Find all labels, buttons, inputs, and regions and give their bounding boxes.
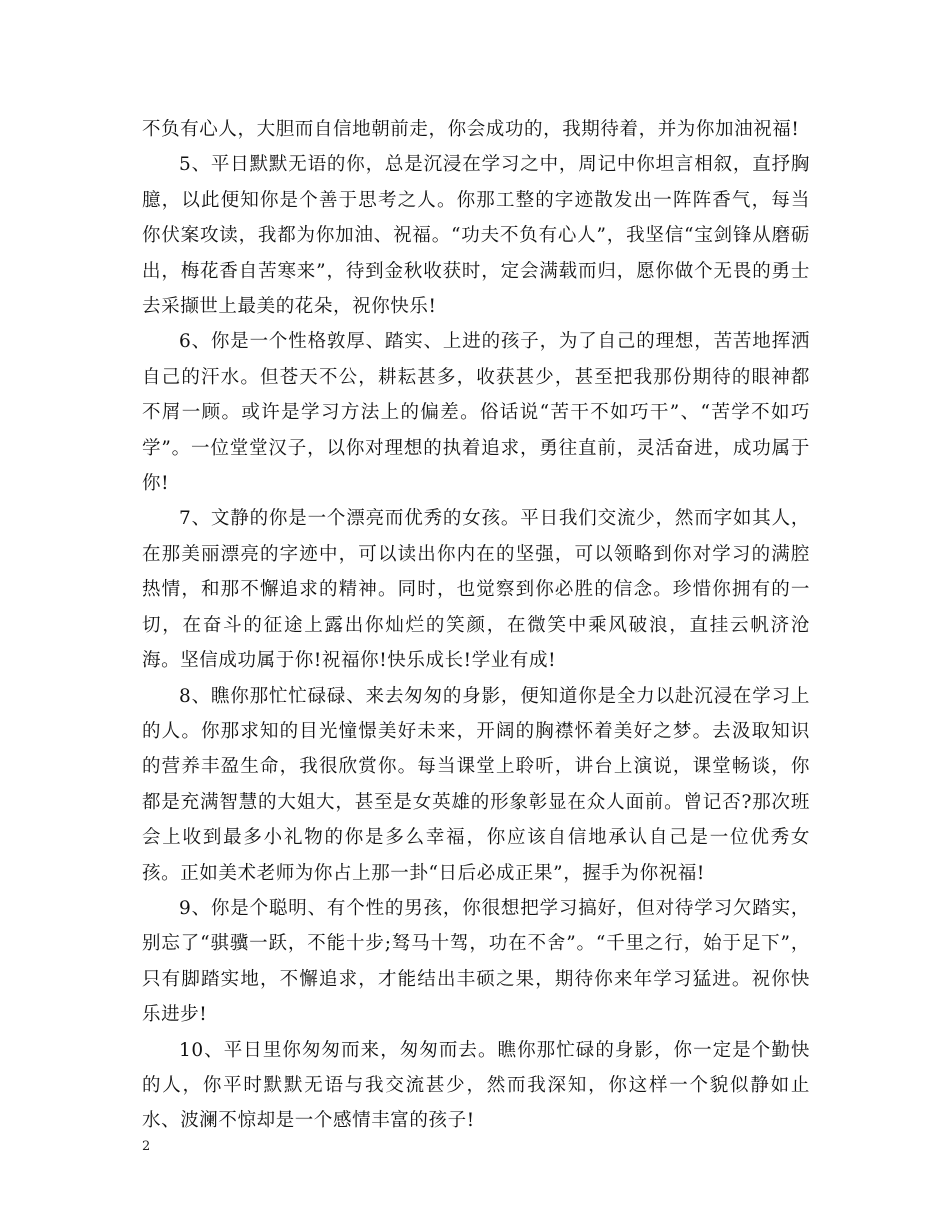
paragraph-item-8: 8、瞧你那忙忙碌碌、来去匆匆的身影，便知道你是全力以赴沉浸在学习上的人。你那求知的目光憧憬美好未来，开阔的胸襟怀着美好之梦。去汲取知识的营养丰盈生命，我很欣赏你。每当课堂上聆听，讲台上演说，课堂畅谈，你都是充满智慧的大姐大，甚至是女英雄的形象彰显在众人面前。曾记否?那次班会上收到最多小礼物的你是多么幸福，你应该自信地承认自己是一位优秀女孩。正如美术老师为你占上那一卦“日后必成正果”，握手为你祝福! bbox=[142, 685, 810, 884]
paragraph-continuation: 不负有心人，大胆而自信地朝前走，你会成功的，我期待着，并为你加油祝福! bbox=[142, 119, 800, 140]
paragraph-item-9: 9、你是个聪明、有个性的男孩，你很想把学习搞好，但对待学习欠踏实，别忘了“骐骥一跃，不能十步;驽马十驾，功在不舍”。“千里之行，始于足下”，只有脚踏实地，不懈追求，才能结出丰硕之果，期待你来年学习猛进。祝你快乐进步! bbox=[142, 897, 810, 1026]
paragraph-item-7: 7、文静的你是一个漂亮而优秀的女孩。平日我们交流少，然而字如其人，在那美丽漂亮的字迹中，可以读出你内在的坚强，可以领略到你对学习的满腔热情，和那不懈追求的精神。同时，也觉察到你必胜的信念。珍惜你拥有的一切，在奋斗的征途上露出你灿烂的笑颜，在微笑中乘风破浪，直挂云帆济沧海。坚信成功属于你!祝福你!快乐成长!学业有成! bbox=[142, 508, 810, 672]
paragraph-item-5: 5、平日默默无语的你，总是沉浸在学习之中，周记中你坦言相叙，直抒胸臆，以此便知你是个善于思考之人。你那工整的字迹散发出一阵阵香气，每当你伏案攻读，我都为你加油、祝福。“功夫不负有心人”，我坚信“宝剑锋从磨砺出，梅花香自苦寒来”，待到金秋收获时，定会满载而归，愿你做个无畏的勇士去采撷世上最美的花朵，祝你快乐! bbox=[142, 154, 810, 318]
paragraph-item-10: 10、平日里你匆匆而来，匆匆而去。瞧你那忙碌的身影，你一定是个勤快的人，你平时默默无语与我交流甚少，然而我深知，你这样一个貌似静如止水、波澜不惊却是一个感情丰富的孩子! bbox=[142, 1039, 810, 1132]
paragraph-item-6: 6、你是一个性格敦厚、踏实、上进的孩子，为了自己的理想，苦苦地挥洒自己的汗水。但苍天不公，耕耘甚多，收获甚少，甚至把我那份期待的眼神都不屑一顾。或许是学习方法上的偏差。俗话说“苦干不如巧干”、“苦学不如巧学”。一位堂堂汉子，以你对理想的执着追求，勇往直前，灵活奋进，成功属于你! bbox=[142, 331, 810, 495]
page-body bbox=[142, 112, 810, 1139]
page-number: 2 bbox=[142, 1139, 151, 1154]
